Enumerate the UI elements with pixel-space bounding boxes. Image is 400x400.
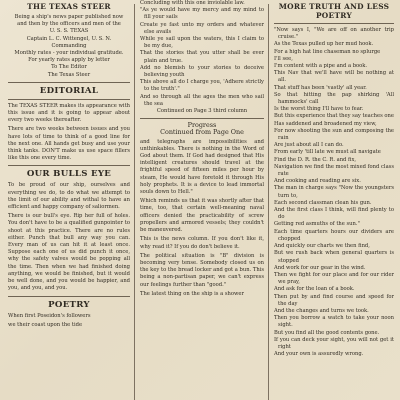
verse-line: For now shooting the sun and composing the rain [274,127,394,142]
verse-line: Each time quarters hours our dividers are chopped [274,228,394,242]
column-rule [134,4,135,400]
verse-line: And so through all the ages the men who sail the sea [140,93,264,107]
verse-line: Navigation we find the most mixed fond class rate [274,163,394,178]
divider [140,118,264,119]
verse-line: But we rush back when general quarters is stopped [274,250,394,264]
verse-line: That stuff has been 'vastly' all year. [274,84,367,91]
editorial-paragraph: The TEXAS STEER makes its appearance with this issue and it is going to appear about every two weeks thereafter. [8,102,130,124]
verse-line: Is the worst thing I'll have to fear. [274,106,364,113]
masthead-line: U. S. S. TEXAS [49,28,89,35]
verse-line: Has saddened and broadened my view, [274,120,377,127]
bulls-eye-paragraph: There is our bull's eye. Rip her full of holes. You don't have to be a qualified gunpointer to shoot at this practice. There are no rules either. Punch that bull any way you can. Every man of us can hit it at least once. Suppose each one of us did punch it once, why the safety valves would be popping all the time. Then when we had finished doing anything, we would be finished, but it would be well done, and you would be happier, and you, and you, and you. [8,213,130,292]
masthead-line: Commanding [51,42,87,49]
more-truth-heading: MORE TRUTH AND LESS POETRY [278,2,390,20]
verse-line: So that hitting the pap shirking 'All hammocks' call [274,91,394,106]
verse-line: And your own is assuredly wrong. [274,351,364,358]
verse-line: And the changes and turns we took. [274,307,369,314]
verse-line: And ask for the loan of a book. [274,286,355,293]
divider [8,99,130,100]
divider [8,165,130,166]
poetry-line: we their coast upon the tide [8,321,83,328]
column-left [8,0,130,400]
bulls-eye-paragraph: To be proud of our ship, ourselves and everything we do, to do what we attempt to the limit of our ability and withal to have an efficient and happy company of saliormen. [8,182,130,211]
verse-line: From early 'till late we must all navigate [274,149,381,156]
progress-paragraph: The latest thing on the ship is a shower [140,290,244,297]
verse-line: Then we fight for our place and for our rider we pray, [274,271,394,286]
masthead-line: To The Editor [51,64,87,71]
verse-line: As the Texas pulled up her mud hook. [274,41,374,48]
verse-line: And cooking and reading are six. [274,178,361,185]
verse-line: I'll see, [274,55,293,62]
masthead-line: Captain L. C. Wittengel, U. S. N. [26,35,112,42]
progress-heading: Progress [187,121,217,130]
column-rule [268,4,269,400]
verse-line: I'm content with a pipe and a book. [274,63,368,70]
verse-line: Are just about all I can do. [274,142,344,149]
verse-line: But you find all the good contents gone. [274,329,380,336]
verse-line: This Nav that we'll have will be nothing at all. [274,70,394,84]
masthead-title: THE TEXAS STEER [27,2,111,11]
verse-line: Each second classman clean his gun. [274,199,372,206]
verse-line: "As ye would have my mercy and my mind to fill your sails [140,7,264,21]
verse-line: Find the D. R. the C. R. and fix, [274,156,357,163]
verse-line: If you can deck your sight, you will not get it right [274,336,394,350]
continued-note: Continued on Page 3 third column [156,108,248,115]
verse-line: Create ye fast unto my orders and whatever else avails [140,21,264,35]
verse-line: While ye sail upon the waters, this I claim to be my due, [140,36,264,50]
divider [8,82,130,83]
verse-line: And work for our gear in the wind. [274,264,366,271]
verse-line: And the first class I think, will find plenty to do [274,207,394,221]
progress-paragraph: and telegraphs are impossibilities and unthinkables. There is nothing in the Word of God about them. If God had designed that His intelligent creatures should travel at the frightful speed of fifteen miles per hour by steam, He would have foretold it through His holy prophets. It is a device to lead immortal souls down to Hell." [140,138,264,196]
editorial-heading: EDITORIAL [39,85,99,96]
verse-line: For a high hat line chaseman no splurge [274,48,381,55]
progress-paragraph: Which reminds us that it was shortly after that time, too, that certain well-meaning naval officers denied the practicability of screw propellers and armored vessels; they couldn't be maneuvered. [140,198,264,234]
poetry-line: When first Poseidon's followers [8,312,91,319]
verse-line: Getting red asmuths of the sun." [274,221,360,228]
masthead-line: For yearly rates apply by letter [28,57,110,64]
verse-line: Then you borrow a watch to take your noon sight. [274,315,394,329]
verse-line: This above all do I charge you, 'Adhere strictly to the truth'." [140,79,264,93]
divider [274,23,394,24]
progress-subheading: Continued from Page One [160,128,244,137]
progress-paragraph: This is the news column. If you don't like it, why read it? If you do don't believe it. [140,236,264,250]
progress-paragraph: The political situation is "B" division is becoming very tense. Somebody closed us on the key to the bread locker and got a bun. This being a non-partisan paper, we can't express our feelings further than "good." [140,252,264,288]
bulls-eye-heading: OUR BULLS EYE [26,169,112,180]
divider [8,296,130,297]
column-right [274,0,394,400]
masthead-line: and then by the officers and men of the [17,21,121,28]
verse-line: Concluding with this one inviolable law. [140,0,245,6]
verse-line: "Now says I, "We are off on another trip cruise." [274,27,394,41]
masthead-line: The Texas Steer [47,71,91,78]
poetry-heading: POETRY [48,299,90,310]
verse-line: Then put by and find course and speed for the day [274,293,394,307]
verse-line: And quickly our charts we then find, [274,243,370,250]
verse-line: But this experience that they say teaches one [274,113,394,120]
editorial-paragraph: There are two weeks between issues and you have lots of time to think of a good line for the next one. All hands get busy and use your think tanks. DON'T make us use space fillers like this one every time. [8,126,130,162]
verse-line: The man in charge says "Now the youngsters turn to, [274,185,394,199]
verse-line: That the stories that you utter shall be ever plain and true. [140,50,264,64]
verse-line: Add no blemish to your stories to deceive believing youth [140,64,264,79]
masthead-line: Monthly rates - your individual gratitude. [14,50,124,57]
masthead-line: Being a ship's news paper published now [14,14,124,20]
column-middle [140,0,264,400]
